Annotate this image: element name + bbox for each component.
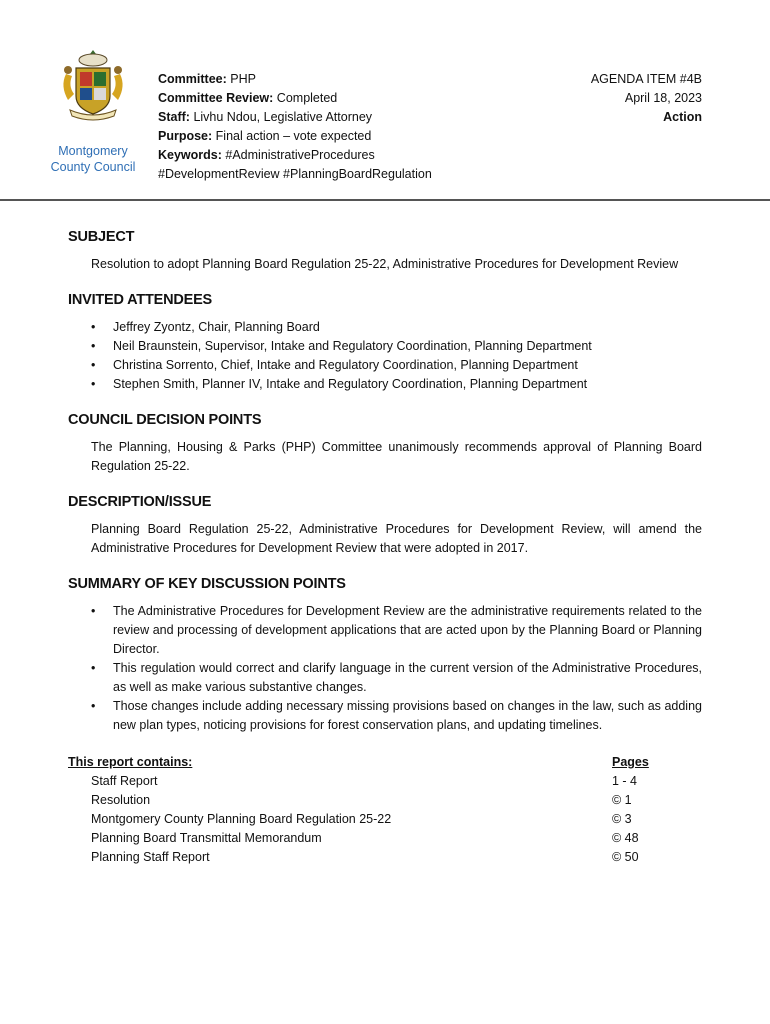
agenda-item-number: AGENDA ITEM #4B [590, 72, 702, 86]
table-row [68, 848, 702, 867]
table-row [68, 810, 702, 829]
list-item: • Those changes include adding necessary missing provisions based on changes in the law, such as adding new plan types, noticing provisions for forest conservation plans, and updating timelines. [91, 697, 702, 735]
list-item: • Stephen Smith, Planner IV, Intake and Regulatory Coordination, Planning Department [91, 375, 702, 394]
review-label: Committee Review: [158, 91, 274, 105]
purpose-line [158, 127, 432, 146]
subject-text: Resolution to adopt Planning Board Regulation 25-22, Administrative Procedures for Development Review [91, 257, 679, 271]
contents-item-pages: © 3 [612, 812, 632, 826]
decision-heading: COUNCIL DECISION POINTS [68, 412, 262, 428]
decision-text: The Planning, Housing & Parks (PHP) Committee unanimously recommends approval of Planning Board Regulation 25-22. [91, 440, 702, 473]
keywords-label: Keywords: [158, 148, 222, 162]
contents-item-title: Planning Staff Report [91, 850, 210, 864]
purpose-label: Purpose: [158, 129, 213, 143]
summary-list [91, 602, 702, 735]
attendees-heading: INVITED ATTENDEES [68, 292, 213, 308]
contents-item-pages: © 1 [612, 793, 632, 807]
description-heading: DESCRIPTION/ISSUE [68, 494, 212, 510]
staff-line [158, 108, 432, 127]
county-seal-logo [52, 44, 134, 126]
list-item: • Neil Braunstein, Supervisor, Intake and Regulatory Coordination, Planning Department [91, 337, 702, 356]
staff-value: Livhu Ndou, Legislative Attorney [193, 110, 373, 124]
contents-item-title: Montgomery County Planning Board Regulation 25-22 [91, 812, 392, 826]
table-row [68, 829, 702, 848]
committee-label: Committee: [158, 72, 227, 86]
keywords-line [158, 146, 432, 165]
document-body [68, 229, 702, 867]
list-item: • This regulation would correct and clarify language in the current version of the Administrative Procedures, as well as make various substantive changes. [91, 659, 702, 697]
contents-item-pages: © 50 [612, 850, 639, 864]
list-item: • Jeffrey Zyontz, Chair, Planning Board [91, 318, 702, 337]
table-row [68, 791, 702, 810]
agenda-metadata [158, 70, 432, 184]
table-row [68, 772, 702, 791]
subject-heading: SUBJECT [68, 229, 135, 245]
list-item: • The Administrative Procedures for Development Review are the administrative requirements related to the review and processing of development applications that are acted upon by the Planning Board or Planning Director. [91, 602, 702, 659]
contents-item-pages: 1 - 4 [612, 774, 638, 788]
staff-label: Staff: [158, 110, 190, 124]
purpose-value: Final action – vote expected [215, 129, 372, 143]
meeting-date: April 18, 2023 [624, 91, 702, 105]
contents-item-pages: © 48 [612, 831, 639, 845]
committee-value: PHP [230, 72, 256, 86]
contents-item-title: Resolution [91, 793, 151, 807]
contents-header-row [68, 753, 702, 772]
committee-line [158, 70, 432, 89]
attendees-list [91, 318, 702, 394]
list-item: • Christina Sorrento, Chief, Intake and Regulatory Coordination, Planning Department [91, 356, 702, 375]
agenda-info [591, 70, 702, 127]
pages-header: Pages [612, 755, 649, 769]
review-line [158, 89, 432, 108]
header-divider [0, 199, 770, 201]
description-text: Planning Board Regulation 25-22, Administrative Procedures for Development Review, will amend the Administrative Procedures for Development Review that were adopted in 2017. [91, 522, 702, 555]
summary-heading: SUMMARY OF KEY DISCUSSION POINTS [68, 576, 346, 592]
contents-header: This report contains: [68, 755, 193, 769]
report-contents [68, 753, 702, 867]
organization-name: Montgomery County Council [50, 144, 136, 174]
review-value: Completed [276, 91, 338, 105]
contents-item-title: Planning Board Transmittal Memorandum [91, 831, 322, 845]
keywords-line-2: #DevelopmentReview #PlanningBoardRegulation [158, 167, 432, 181]
action-type: Action [663, 110, 702, 124]
contents-item-title: Staff Report [91, 774, 158, 788]
keywords-value-1: #AdministrativeProcedures [225, 148, 375, 162]
